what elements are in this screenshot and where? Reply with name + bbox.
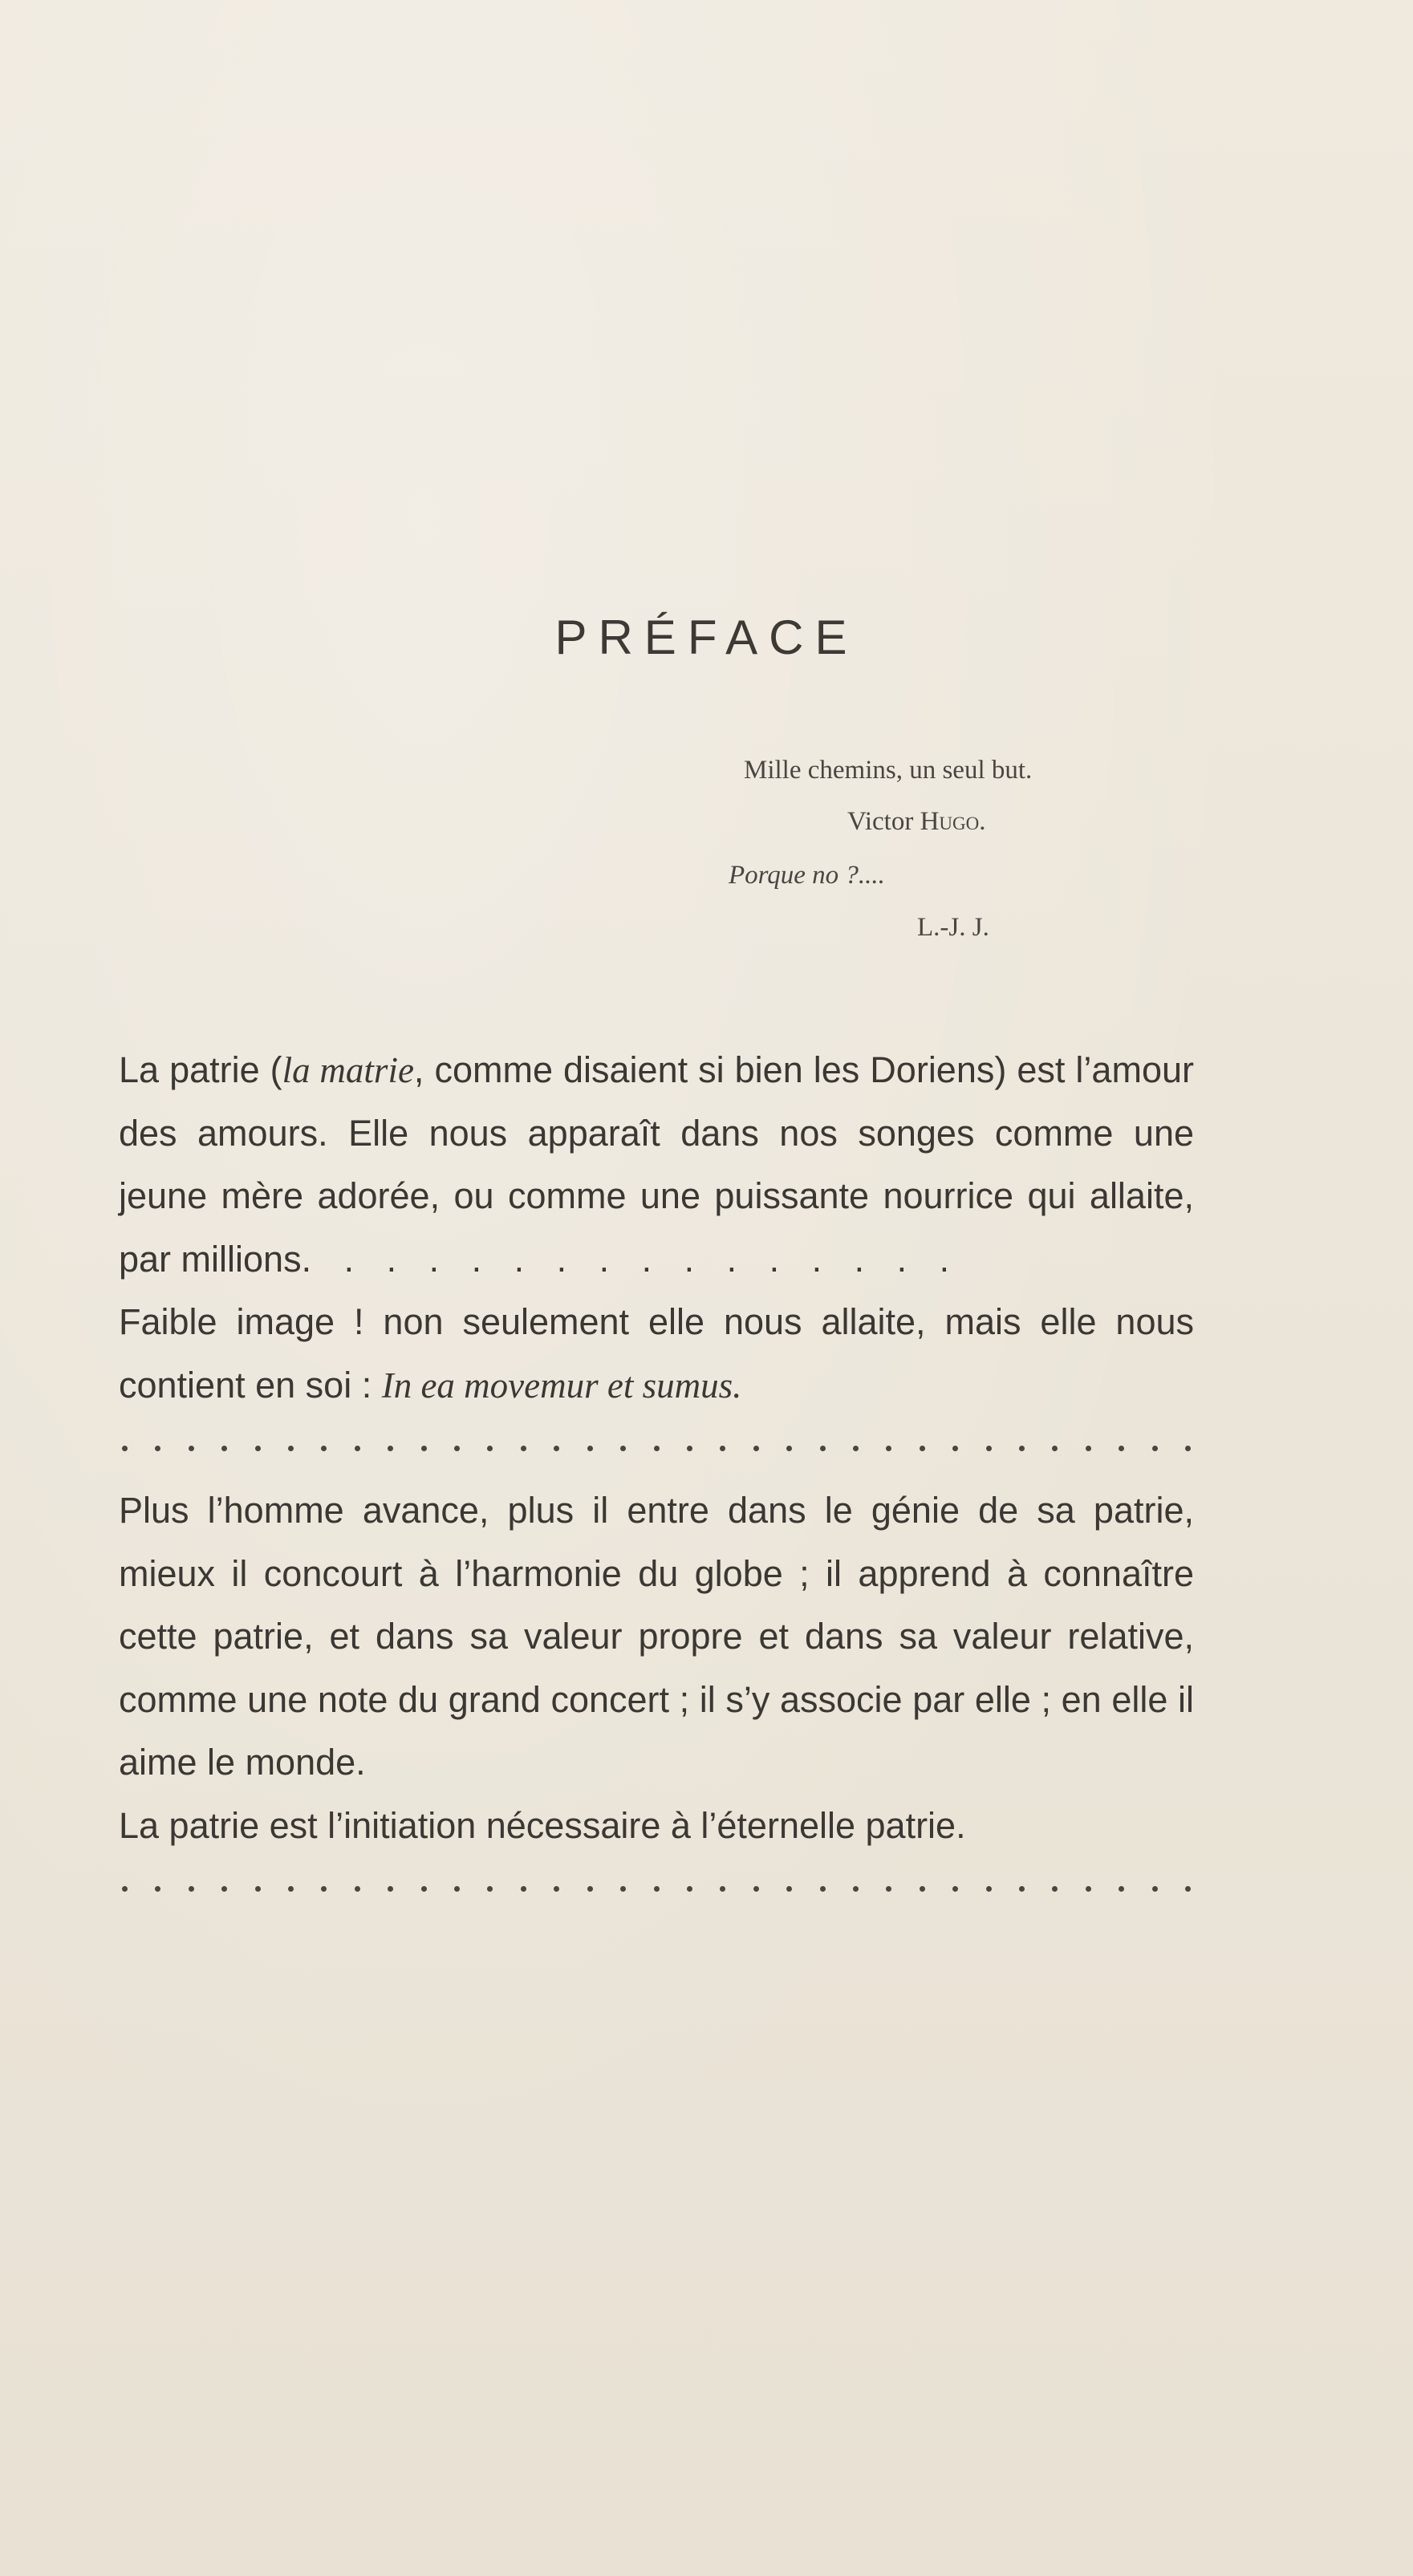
- separator-dot: [155, 1446, 160, 1451]
- separator-dot: [255, 1886, 261, 1892]
- separator-dot: [853, 1886, 859, 1892]
- separator-dot: [654, 1886, 660, 1892]
- paragraph-1-text-a: La patrie (: [119, 1049, 282, 1090]
- separator-dot: [820, 1446, 826, 1451]
- separator-dot: [1119, 1446, 1124, 1451]
- separator-dot: [521, 1446, 526, 1451]
- separator-dot: [687, 1446, 692, 1451]
- separator-dot: [654, 1446, 660, 1451]
- separator-dot: [122, 1886, 128, 1892]
- separator-dot: [620, 1886, 626, 1892]
- separator-dot: [122, 1446, 128, 1451]
- paragraph-2-text: Faible image ! non seulement elle nous allaite, mais elle nous contient en soi :: [119, 1301, 1194, 1406]
- epigraph-quote-1: Mille chemins, un seul but.: [744, 756, 1033, 785]
- separator-dot: [454, 1446, 460, 1451]
- separator-dot: [454, 1886, 460, 1892]
- dot-separator-2: [119, 1857, 1194, 1920]
- epigraph-author-2: L.-J. J.: [917, 913, 989, 942]
- epigraph-quote-2: Porque no ?....: [729, 861, 885, 890]
- separator-dot: [920, 1886, 925, 1892]
- separator-dot: [355, 1446, 360, 1451]
- paragraph-1-italic: la matrie: [282, 1050, 414, 1090]
- separator-dot: [986, 1886, 992, 1892]
- separator-dot: [1152, 1886, 1158, 1892]
- separator-dot: [952, 1446, 958, 1451]
- separator-dot: [1019, 1446, 1025, 1451]
- separator-dot: [720, 1446, 725, 1451]
- separator-dot: [1052, 1446, 1058, 1451]
- paragraph-1: [119, 1039, 1194, 1291]
- separator-dot: [388, 1886, 393, 1892]
- paragraph-2: [119, 1291, 1194, 1417]
- separator-dot: [1185, 1446, 1191, 1451]
- separator-dot: [155, 1886, 160, 1892]
- body-text: [119, 1039, 1194, 1920]
- paragraph-2-italic: In ea movemur et sumus.: [381, 1365, 742, 1406]
- epigraph-author-1: [847, 801, 986, 842]
- paragraph-1-text-b: , comme disaient si bien les Doriens) est l’amour des amours. Elle nous apparaît dans nos songes comme une jeune mère adorée, ou comme une puissante nourrice qui allaite, par millions: [119, 1049, 1194, 1280]
- separator-dot: [786, 1886, 792, 1892]
- separator-dot: [986, 1446, 992, 1451]
- separator-dot: [1086, 1446, 1091, 1451]
- separator-dot: [820, 1886, 826, 1892]
- paragraph-4: La patrie est l’initiation nécessaire à l’éternelle patrie.: [119, 1804, 966, 1846]
- separator-dot: [1086, 1886, 1091, 1892]
- separator-dot: [288, 1446, 294, 1451]
- paragraph-3: Plus l’homme avance, plus il entre dans le génie de sa patrie, mieux il concourt à l’harmonie du globe ; il apprend à connaître cette patrie, et dans sa valeur propre et dans sa valeur relative, comme une note du grand concert ; il s’y associe par elle ; en elle il aime le monde.: [119, 1490, 1194, 1783]
- separator-dot: [920, 1446, 925, 1451]
- separator-dot: [321, 1446, 327, 1451]
- separator-dot: [321, 1886, 327, 1892]
- page-title: PRÉFACE: [554, 611, 859, 664]
- separator-dot: [753, 1446, 759, 1451]
- separator-dot: [554, 1886, 559, 1892]
- separator-dot: [853, 1446, 859, 1451]
- separator-dot: [189, 1886, 194, 1892]
- separator-dot: [189, 1446, 194, 1451]
- separator-dot: [221, 1886, 227, 1892]
- separator-dot: [753, 1886, 759, 1892]
- separator-dot: [952, 1886, 958, 1892]
- separator-dot: [1119, 1886, 1124, 1892]
- separator-dot: [421, 1886, 427, 1892]
- separator-dot: [687, 1886, 692, 1892]
- separator-dot: [355, 1886, 360, 1892]
- separator-dot: [886, 1446, 891, 1451]
- separator-dot: [1152, 1446, 1158, 1451]
- separator-dot: [720, 1886, 725, 1892]
- separator-dot: [1185, 1886, 1191, 1892]
- dot-separator-1: [119, 1417, 1194, 1479]
- paragraph-1-leader: . . . . . . . . . . . . . . . .: [301, 1238, 961, 1280]
- separator-dot: [487, 1886, 493, 1892]
- separator-dot: [886, 1886, 891, 1892]
- separator-dot: [587, 1446, 593, 1451]
- separator-dot: [487, 1446, 493, 1451]
- epigraph-author-1-last: Hugo.: [920, 807, 986, 836]
- separator-dot: [221, 1446, 227, 1451]
- separator-dot: [255, 1446, 261, 1451]
- separator-dot: [1052, 1886, 1058, 1892]
- separator-dot: [1019, 1886, 1025, 1892]
- separator-dot: [288, 1886, 294, 1892]
- epigraph-author-1-first: Victor: [847, 807, 920, 836]
- separator-dot: [786, 1446, 792, 1451]
- separator-dot: [554, 1446, 559, 1451]
- separator-dot: [620, 1446, 626, 1451]
- separator-dot: [421, 1446, 427, 1451]
- separator-dot: [587, 1886, 593, 1892]
- separator-dot: [521, 1886, 526, 1892]
- separator-dot: [388, 1446, 393, 1451]
